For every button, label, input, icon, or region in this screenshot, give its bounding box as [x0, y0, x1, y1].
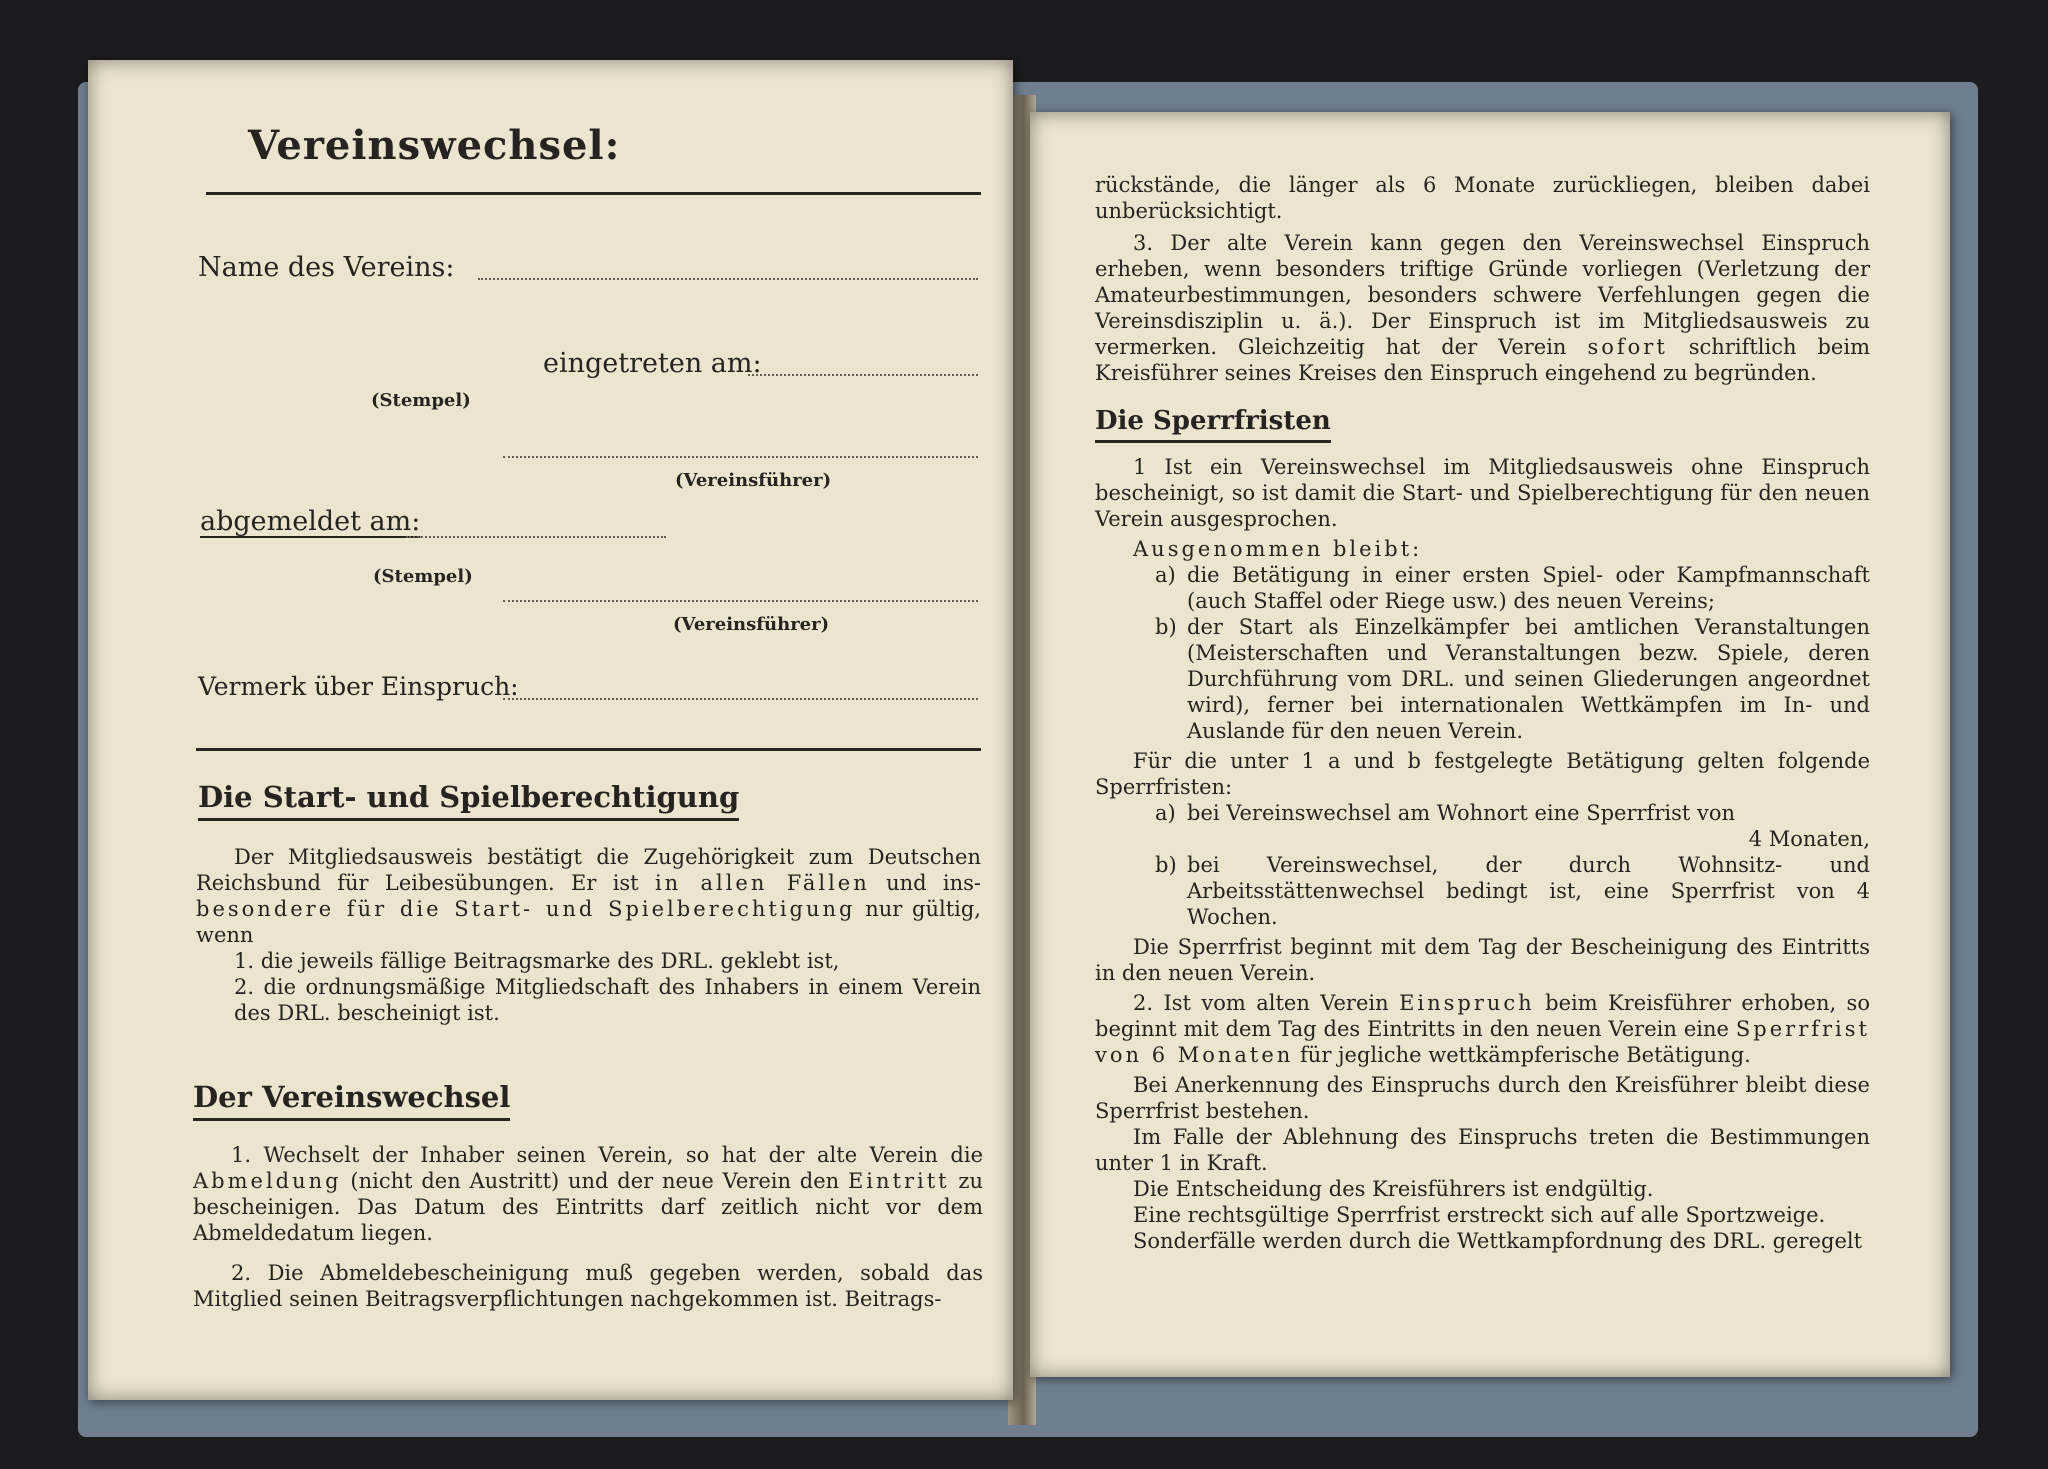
rule-1: 1 Ist ein Vereinswechsel im Mitgliedsausweis ohne Einspruch bescheinigt, so ist damit die Start- und Spielberechtigung für den neuen Verein ausgesprochen.: [1095, 455, 1870, 531]
rule-2-b: beim Kreisführer erhoben, so beginnt mit dem Tag des Eintritts in den neuen Verein eine: [1095, 991, 1870, 1041]
rule-2-a: 2. Ist vom alten Verein: [1133, 991, 1389, 1015]
form-title: Vereinswechsel:: [248, 122, 621, 169]
period-a-text: bei Vereinswechsel am Wohnort eine Sperrfrist von: [1187, 801, 1736, 825]
period-a-key: a): [1155, 801, 1176, 825]
all-sports-text: Eine rechtsgültige Sperrfrist erstreckt sich auf alle Sportzweige.: [1133, 1203, 1826, 1227]
objection-p3-spaced: sofort: [1587, 335, 1668, 359]
period-b: [1095, 852, 1870, 930]
joined-line: [748, 374, 978, 376]
right-top-text: [1095, 172, 1870, 386]
periods-intro: Für die unter 1 a und b festgelegte Betätigung gelten folgende Sperrfristen:: [1095, 749, 1870, 799]
left-page: [88, 60, 1013, 1400]
deregistered-line: [406, 536, 666, 538]
joined-label: eingetreten am:: [543, 348, 762, 379]
start-section-text: [196, 844, 981, 1026]
special-cases-text: Sonderfälle werden durch die Wettkampfordnung des DRL. geregelt: [1133, 1229, 1863, 1253]
change-p2: 2. Die Abmeldebescheinigung muß gegeben werden, sobald das Mitglied seinen Beitragsverpflichtungen nachgekommen ist. Beitrags-: [193, 1261, 983, 1311]
recognition-text: Bei Anerkennung des Einspruchs durch den Kreisführer bleibt diese Sperrfrist bestehen.: [1095, 1073, 1870, 1123]
change-section-heading: Der Vereinswechsel: [193, 1080, 510, 1121]
stamp-label-1: (Stempel): [371, 390, 471, 411]
exception-b: [1095, 614, 1870, 744]
rule-2-spaced-1: Einspruch: [1399, 991, 1535, 1015]
leader-label-1: (Vereinsführer): [675, 470, 832, 491]
objection-label: Vermerk über Einspruch:: [198, 672, 519, 701]
leader-label-2: (Vereinsführer): [673, 614, 830, 635]
period-a: [1095, 800, 1870, 852]
exception-a-text: die Betätigung in einer ersten Spiel- oder Kampfmannschaft (auch Staffel oder Riege usw.) des neuen Vereins;: [1187, 563, 1870, 613]
final-decision-text: Die Entscheidung des Kreisführers ist endgültig.: [1133, 1177, 1654, 1201]
start-intro-3: nur gültig, wenn: [196, 897, 981, 947]
period-a-body: [1187, 800, 1870, 852]
start-intro-spaced-2: besondere für die Start- und Spielberechtigung: [196, 897, 856, 921]
rejection-text: Im Falle der Ablehnung des Einspruchs treten die Bestimmungen unter 1 in Kraft.: [1095, 1125, 1870, 1175]
leader-line-1: [503, 456, 978, 458]
start-intro-2: und ins-: [886, 871, 981, 895]
title-rule: [206, 192, 981, 195]
exception-b-text: der Start als Einzelkämpfer bei amtlichen Veranstaltungen (Meisterschaften und Veranstaltungen bezw. Spiele, deren Durchführung vom DRL. und seinen Gliederungen angeordnet wird), ferner bei internationalen Wettkämpfen im In- und Auslande für den neuen Verein.: [1187, 615, 1870, 743]
blocking-periods-heading: Die Sperrfristen: [1095, 406, 1331, 443]
exception-b-key: b): [1155, 615, 1177, 639]
start-intro-spaced-1: in allen Fällen: [654, 871, 870, 895]
change-p1-spaced-1: Abmeldung: [193, 1169, 342, 1193]
rule-2-c: für jegliche wettkämpferische Betätigung.: [1300, 1043, 1751, 1067]
exception-label: Ausgenommen bleibt:: [1133, 537, 1423, 561]
change-p1-spaced-2: Eintritt: [847, 1169, 950, 1193]
start-item-2: 2. die ordnungsmäßige Mitgliedschaft des Inhabers in einem Verein des DRL. bescheinigt ist.: [234, 975, 981, 1025]
form-end-rule: [196, 748, 981, 751]
start-intro-1: Der Mitgliedsausweis bestätigt die Zugehörigkeit zum Deutschen Reichsbund für Leibesübungen. Er ist: [196, 845, 981, 895]
change-section-text: [193, 1142, 983, 1312]
exception-a-key: a): [1155, 563, 1176, 587]
exception-a: [1095, 562, 1870, 614]
blocking-periods-text: [1095, 454, 1870, 1254]
period-b-text: bei Vereinswechsel, der durch Wohnsitz- und Arbeitsstättenwechsel bedingt ist, eine Sperrfrist von 4 Wochen.: [1187, 853, 1870, 929]
right-page: [1030, 112, 1950, 1377]
leader-line-2: [503, 600, 978, 602]
start-section-heading: Die Start- und Spielberechtigung: [198, 780, 739, 821]
period-a-end: 4 Monaten,: [1748, 827, 1870, 851]
start-item-1: 1. die jeweils fällige Beitragsmarke des DRL. geklebt ist,: [234, 949, 840, 973]
period-begin: Die Sperrfrist beginnt mit dem Tag der Bescheinigung des Eintritts in den neuen Verein.: [1095, 935, 1870, 985]
stamp-label-2: (Stempel): [373, 566, 473, 587]
continuation-text: rückstände, die länger als 6 Monate zurückliegen, bleiben dabei unberücksichtigt.: [1095, 173, 1870, 223]
objection-p3-a: 3. Der alte Verein kann gegen den Vereinswechsel Einspruch erheben, wenn besonders triftige Gründe vorliegen (Verletzung der Amateurbestimmungen, besonders schwere Verfehlungen gegen die Vereinsdisziplin u. ä.). Der Einspruch ist im Mitgliedsausweis zu vermerken. Gleichzeitig hat der Verein: [1095, 231, 1870, 359]
objection-p3-b: schriftlich beim Kreisführer seines Kreises den Einspruch eingehend zu begründen.: [1095, 335, 1870, 385]
deregistered-label: abgemeldet am:: [200, 506, 421, 537]
club-name-line: [478, 278, 978, 280]
rule-2-spaced-2: Sperrfrist von 6 Monaten: [1095, 1017, 1870, 1067]
objection-line: [503, 698, 978, 700]
club-name-label: Name des Vereins:: [198, 252, 455, 283]
change-p1-b: (nicht den Austritt) und der neue Verein den: [350, 1169, 840, 1193]
change-p1-a: 1. Wechselt der Inhaber seinen Verein, so hat der alte Verein die: [231, 1143, 983, 1167]
change-p1-c: zu bescheinigen. Das Datum des Eintritts darf zeitlich nicht vor dem Abmeldedatum liegen.: [193, 1169, 983, 1245]
period-b-key: b): [1155, 853, 1177, 877]
